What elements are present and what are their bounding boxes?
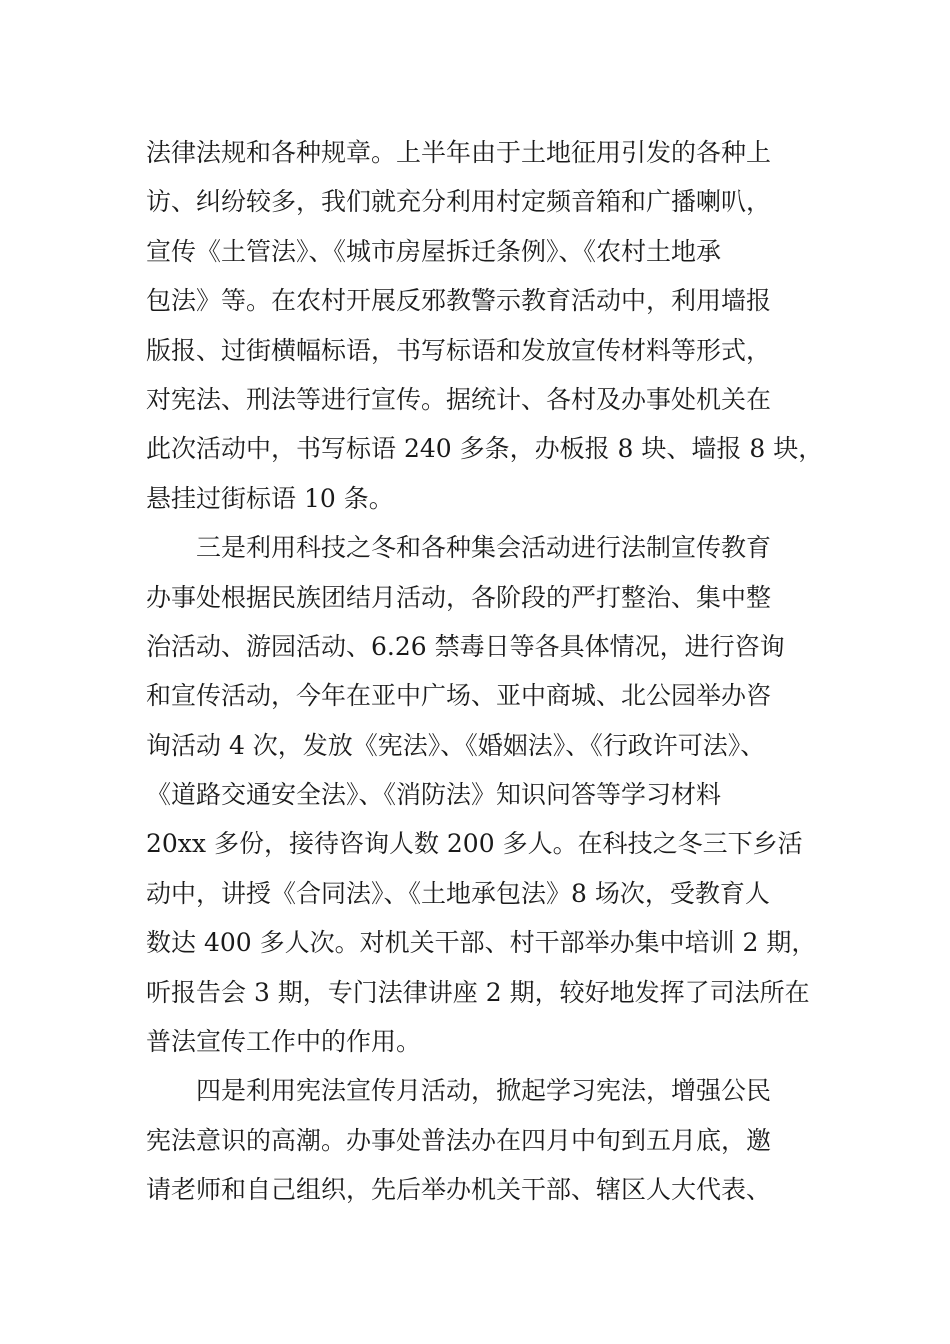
text-line: 宣传《土管法》、《城市房屋拆迁条例》、《农村土地承 <box>146 236 722 266</box>
body-text <box>146 128 846 1215</box>
text-line: 悬挂过街标语 10 条。 <box>146 483 394 513</box>
text-line: 普法宣传工作中的作用。 <box>146 1027 422 1057</box>
text-line: 访、纠纷较多，我们就充分利用村定频音箱和广播喇叭， <box>146 187 772 217</box>
text-line: 请老师和自己组织，先后举办机关干部、辖区人大代表、 <box>146 1175 772 1205</box>
text-line: 治活动、游园活动、6.26 禁毒日等各具体情况，进行咨询 <box>146 631 785 661</box>
paragraph-start-line: 四是利用宪法宣传月活动，掀起学习宪法，增强公民 <box>196 1076 772 1106</box>
text-line: 《道路交通安全法》、《消防法》知识问答等学习材料 <box>146 780 722 810</box>
text-line: 对宪法、刑法等进行宣传。据统计、各村及办事处机关在 <box>146 384 772 414</box>
paragraph-start-line: 三是利用科技之冬和各种集会活动进行法制宣传教育 <box>196 533 772 563</box>
text-line: 此次活动中，书写标语 240 多条，办板报 8 块、墙报 8 块， <box>146 434 824 464</box>
text-line: 法律法规和各种规章。上半年由于土地征用引发的各种上 <box>146 138 772 167</box>
text-line: 办事处根据民族团结月活动，各阶段的严打整治、集中整 <box>146 582 772 612</box>
text-line: 动中，讲授《合同法》、《土地承包法》8 场次，受教育人 <box>146 878 770 908</box>
text-line: 包法》等。在农村开展反邪教警示教育活动中，利用墙报 <box>146 286 772 316</box>
text-line: 听报告会 3 期，专门法律讲座 2 期，较好地发挥了司法所在 <box>146 977 810 1007</box>
text-line: 版报、过街横幅标语，书写标语和发放宣传材料等形式， <box>146 335 772 365</box>
text-line: 宪法意识的高潮。办事处普法办在四月中旬到五月底，邀 <box>146 1125 772 1155</box>
text-line: 和宣传活动，今年在亚中广场、亚中商城、北公园举办咨 <box>146 681 772 711</box>
text-line: 数达 400 多人次。对机关干部、村干部举办集中培训 2 期， <box>146 928 817 958</box>
text-line: 询活动 4 次，发放《宪法》、《婚姻法》、《行政许可法》、 <box>146 730 766 760</box>
text-line: 20xx 多份，接待咨询人数 200 多人。在科技之冬三下乡活 <box>146 829 803 859</box>
